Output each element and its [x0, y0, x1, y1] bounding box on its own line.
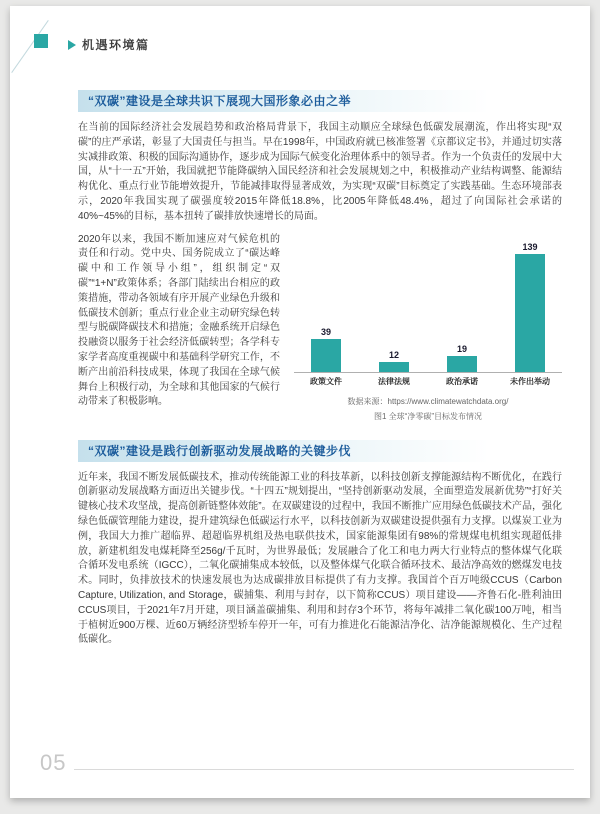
bar-chart-category-axis — [294, 376, 562, 387]
bar-category-label: 法律法规 — [378, 376, 410, 386]
bar-value-label: 12 — [388, 349, 399, 360]
bar — [311, 339, 341, 372]
footer-rule — [74, 769, 574, 770]
chapter-arrow-icon — [68, 40, 76, 50]
bar-value-label: 139 — [522, 241, 538, 252]
bar-category-label: 政治承诺 — [446, 376, 478, 386]
bar-item — [366, 350, 422, 372]
section1-paragraph1: 在当前的国际经济社会发展趋势和政治格局背景下，我国主动顺应全球绿色低碳发展潮流，作出将实现“双碳”的庄严承诺，彰显了大国责任与担当。早在1998年，中国政府就已核准签署《京都议定书》，并通过切实落实减排政策、积极的国际沟通协作，逐步成为国际气候变化治理体系中的领导者。作为一个负责任的发展中大国，从“十一五”开始，我国就把节能降碳纳入国民经济和社会发展规划之中，积极推动产业结构调整、能源结构优化、重点行业节能增效提升，节能减排取得显著成效，为实现“双碳”目标奠定了实践基础。生态环境部表示，2020年我国实现了碳强度较2015年降低18.8%，比2005年降低48.4%，超过了向国际社会承诺的40%~45%的目标，基本扭转了碳排放快速增长的局面。 — [78, 122, 562, 222]
page-content — [78, 90, 562, 656]
bar-item — [434, 344, 490, 372]
bar-chart-plot-area — [294, 235, 562, 373]
net-zero-bar-chart — [294, 235, 562, 387]
section1-paragraph2: 2020年以来，我国不断加速应对气候危机的责任和行动。党中央、国务院成立了“碳达峰碳中和工作领导小组”，组织制定“双碳”“1+N”政策体系；各部门陆续出台相应的政策措施，带动各领域有序开展产业绿色升级和低碳技术创新；重点行业企业主动研究绿色转型与脱碳降碳技术和措施；金融系统开启绿色投融资以服务于社会经济低碳转型；各学科专家学者高度重视碳中和基础科学研究工作，不断产出前沿科技成果，体现了我国在全球气候舞台上积极行动，为全球和其他国家的气候行动带来了积极影响。 — [78, 233, 280, 408]
bar-value-label: 19 — [456, 343, 467, 354]
corner-square-decoration — [34, 34, 48, 48]
section2-heading: “双碳”建设是践行创新驱动发展战略的关键步伐 — [78, 440, 562, 462]
page-footer — [40, 752, 574, 774]
chapter-title: 机遇环境篇 — [82, 38, 150, 52]
bar — [447, 356, 477, 372]
document-page — [10, 6, 590, 798]
section1-wrap-block — [78, 233, 562, 426]
bar — [379, 362, 409, 372]
bar-value-label: 39 — [320, 326, 331, 337]
figure1-block — [294, 235, 562, 422]
chapter-header — [68, 36, 150, 53]
bar-category-label: 未作出举动 — [510, 376, 550, 386]
bar-category-label: 政策文件 — [310, 376, 342, 386]
page-number: 05 — [40, 750, 67, 775]
section1-heading: “双碳”建设是全球共识下展现大国形象必由之举 — [78, 90, 562, 112]
bar — [515, 254, 545, 372]
chart-figure-caption: 图1 全球“净零碳”目标发布情况 — [374, 411, 482, 421]
section2-paragraph: 近年来，我国不断发展低碳技术，推动传统能源工业的科技革新，以科技创新支撑能源结构不断优化，在践行创新驱动发展战略方面迈出关键步伐。“十四五”规划提出，“坚持创新驱动发展，全面塑造发展新优势”“打好关键核心技术攻坚战，提高创新链整体效能”。在双碳建设的过程中，我国不断推广应用绿色低碳技术产品，强化绿色低碳管理能力建设，提升建筑绿色低碳运行水平，以科技创新为双碳建设提供强有力支撑。以煤炭工业为例，我国大力推广超临界、超超临界机组及热电联供技术，国家能源集团有98%的常规煤电机组实现超低排放，新建机组发电煤耗降至256g/千瓦时，为世界最低；发展融合了化工和电力两大行业特点的整体煤气化联合循环发电系统（IGCC），二氧化碳捕集成本较低，以及整体煤气化联合循环技术、最洁净高效的燃煤发电技术。同时，负排放技术的快速发展也为达成碳排放目标提供了有力支撑。我国首个百万吨级CCUS（Carbon Capture, Utilization, and Storage，碳捕集、利用与封存，以下简称CCUS）项目建设——齐鲁石化-胜利油田CCUS项目，于2021年7月开建，项目涵盖碳捕集、利用和封存3个环节，将每年减排二氧化碳100万吨，相当于植树近900万棵、近60万辆经济型轿车停开一年，可有力推进化石能源洁净化、洁净能源规模化、生产过程低碳化。 — [78, 471, 562, 646]
chart-data-source: 数据来源：https://www.climatewatchdata.org/ — [347, 396, 509, 406]
bar-item — [298, 327, 354, 372]
bar-item — [502, 242, 558, 372]
